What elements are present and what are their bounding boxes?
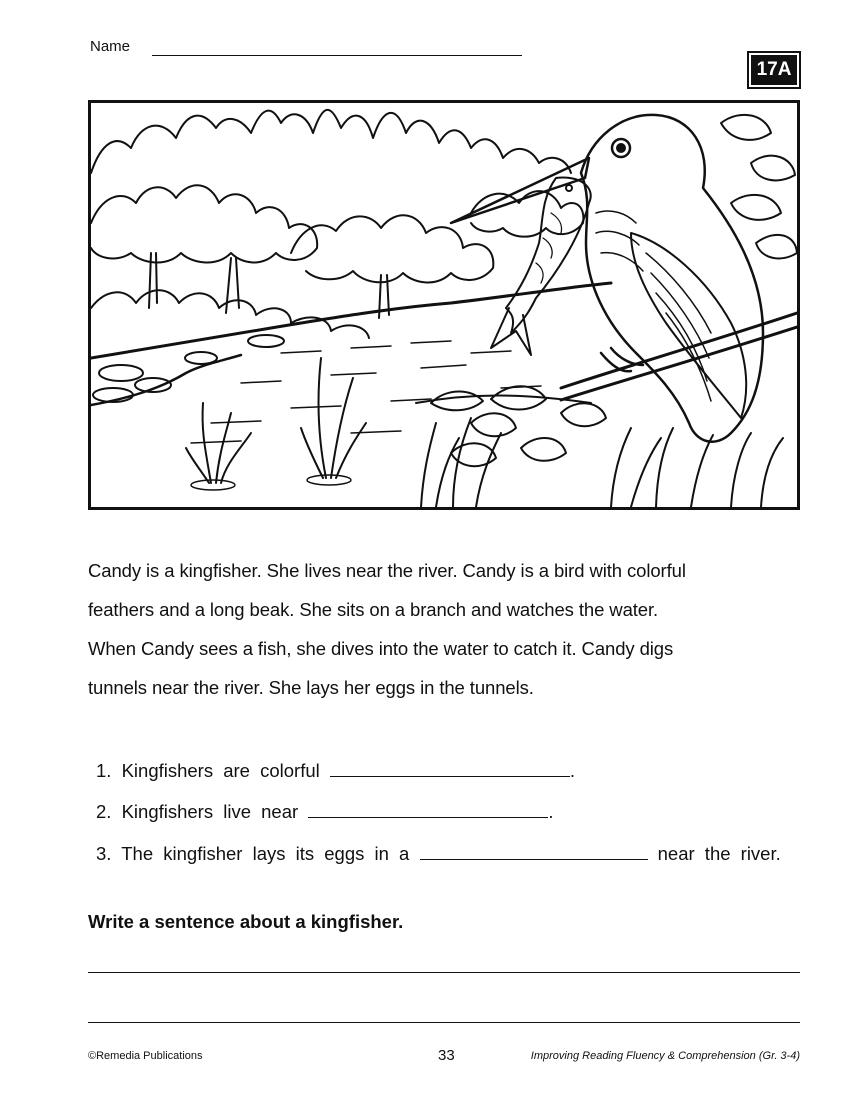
rock (185, 352, 217, 364)
lesson-badge: 17A (751, 55, 797, 85)
leaf (471, 413, 516, 436)
leaf (756, 235, 797, 259)
question-number: 3. (96, 843, 112, 864)
trees-mid (291, 215, 493, 282)
reeds-middle (301, 358, 366, 478)
wing-feathers (646, 253, 711, 401)
question-text: Kingfishers live near (121, 801, 299, 822)
water-ripples (191, 341, 541, 443)
reading-passage (88, 551, 800, 707)
rock (248, 335, 284, 347)
name-label: Name (90, 38, 131, 55)
fish-eye (566, 185, 572, 191)
question-1 (96, 760, 575, 782)
answer-blank-2[interactable] (308, 816, 548, 818)
passage-line: feathers and a long beak. She sits on a branch and watches the water. (88, 599, 659, 620)
question-text: The kingfisher lays its eggs in a (121, 843, 410, 864)
forest-line (91, 110, 571, 173)
question-3 (96, 843, 781, 865)
kingfisher-illustration (88, 100, 800, 510)
leaf (721, 115, 771, 140)
kingfisher-pupil (617, 144, 625, 152)
leaf (431, 391, 483, 410)
writing-prompt: Write a sentence about a kingfisher. (88, 911, 404, 932)
foreground-grass (421, 418, 783, 507)
question-suffix: . (548, 801, 554, 822)
passage-line: When Candy sees a fish, she dives into the water to catch it. Candy digs (88, 638, 674, 659)
footer-book-title: Improving Reading Fluency & Comprehension (Gr. 3-4) (530, 1050, 800, 1062)
name-input-line[interactable] (152, 55, 522, 56)
answer-blank-3[interactable] (420, 858, 648, 860)
writing-line-1[interactable] (88, 972, 800, 973)
question-suffix: near the river. (657, 843, 781, 864)
ripple (191, 480, 235, 490)
answer-blank-1[interactable] (330, 775, 570, 777)
bushes (91, 290, 369, 338)
leaf (751, 156, 795, 181)
passage-line: tunnels near the river. She lays her eggs in the tunnels. (88, 677, 534, 698)
fish-scales (536, 213, 562, 283)
leaf (561, 403, 606, 426)
ripple (307, 475, 351, 485)
question-suffix: . (569, 760, 576, 781)
kingfisher-wing (631, 233, 746, 418)
question-number: 2. (96, 801, 112, 822)
question-text: Kingfishers are colorful (121, 760, 320, 781)
leaf (521, 438, 566, 461)
question-2 (96, 801, 553, 823)
rock (99, 365, 143, 381)
trees-left (91, 185, 317, 262)
river-bank-far (91, 283, 611, 358)
writing-line-2[interactable] (88, 1022, 800, 1023)
question-number: 1. (96, 760, 112, 781)
footer-publisher: ©Remedia Publications (88, 1050, 203, 1062)
passage-line: Candy is a kingfisher. She lives near the river. Candy is a bird with colorful (88, 560, 686, 581)
leaf (731, 195, 781, 220)
footer-page-number: 33 (438, 1047, 455, 1064)
